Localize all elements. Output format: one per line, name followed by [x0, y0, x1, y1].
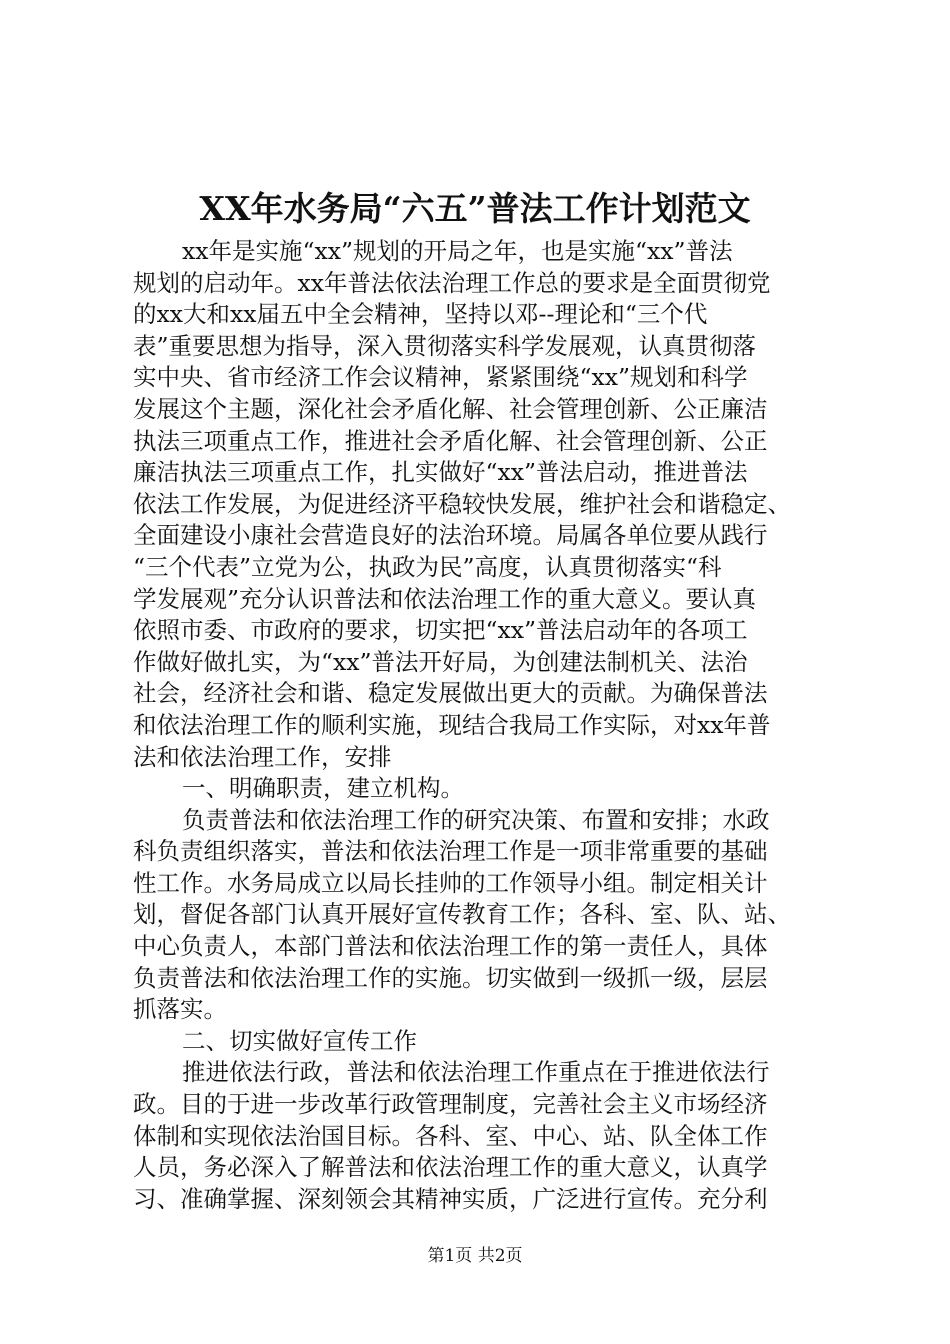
document-title: XX年水务局“六五”普法工作计划范文 [199, 189, 751, 228]
body-line: 法和依法治理工作，安排 [133, 742, 392, 771]
body-line: 二、切实做好宣传工作 [182, 1026, 417, 1055]
body-line: xx年是实施“xx”规划的开局之年，也是实施“xx”普法 [182, 237, 733, 265]
body-line: 负责普法和依法治理工作的实施。切实做到一级抓一级，层层 [133, 963, 768, 992]
body-line: 和依法治理工作的顺利实施，现结合我局工作实际，对xx年普 [133, 710, 771, 739]
body-line: 人员，务必深入了解普法和依法治理工作的重大意义，认真学 [133, 1153, 768, 1182]
body-line: 推进依法行政，普法和依法治理工作重点在于推进依法行 [182, 1058, 770, 1087]
body-line: 依照市委、市政府的要求，切实把“xx”普法启动年的各项工 [133, 616, 748, 645]
body-line: 实中央、省市经济工作会议精神，紧紧围绕“xx”规划和科学 [133, 363, 748, 392]
body-line: 一、明确职责，建立机构。 [182, 774, 464, 803]
body-line: 性工作。水务局成立以局长挂帅的工作领导小组。制定相关计 [133, 868, 768, 897]
body-line: 中心负责人，本部门普法和依法治理工作的第一责任人，具体 [133, 932, 768, 961]
document-body [133, 236, 833, 1215]
body-line: 划，督促各部门认真开展好宣传教育工作；各科、室、队、站、 [133, 900, 791, 929]
body-line: 全面建设小康社会营造良好的法治环境。局属各单位要从践行 [133, 521, 768, 550]
body-line: 规划的启动年。xx年普法依法治理工作总的要求是全面贯彻党 [133, 268, 771, 297]
body-line: 的xx大和xx届五中全会精神，坚持以邓--理论和“三个代 [133, 300, 708, 329]
body-line: 社会，经济社会和谐、稳定发展做出更大的贡献。为确保普法 [133, 679, 768, 708]
body-line: 负责普法和依法治理工作的研究决策、布置和安排；水政 [182, 805, 770, 834]
body-line: 执法三项重点工作，推进社会矛盾化解、社会管理创新、公正 [133, 426, 768, 455]
body-line: 学发展观”充分认识普法和依法治理工作的重大意义。要认真 [133, 584, 757, 613]
body-line: 政。目的于进一步改革行政管理制度，完善社会主义市场经济 [133, 1090, 768, 1119]
body-line: 表”重要思想为指导，深入贯彻落实科学发展观，认真贯彻落 [133, 331, 757, 360]
body-line: 作做好做扎实，为“xx”普法开好局，为创建法制机关、法治 [133, 647, 748, 676]
page-footer: 第1页 共2页 [427, 1246, 523, 1266]
body-line: 科负责组织落实，普法和依法治理工作是一项非常重要的基础 [133, 837, 768, 866]
body-line: 体制和实现依法治国目标。各科、室、中心、站、队全体工作 [133, 1121, 768, 1150]
body-line: “三个代表”立党为公，执政为民”高度，认真贯彻落实“科 [133, 552, 722, 581]
body-line: 廉洁执法三项重点工作，扎实做好“xx”普法启动，推进普法 [133, 458, 748, 487]
body-line: 发展这个主题，深化社会矛盾化解、社会管理创新、公正廉洁 [133, 394, 768, 423]
body-line: 依法工作发展，为促进经济平稳较快发展，维护社会和谐稳定、 [133, 489, 791, 518]
body-line: 习、准确掌握、深刻领会其精神实质，广泛进行宣传。充分利 [133, 1184, 768, 1213]
body-line: 抓落实。 [133, 995, 227, 1024]
